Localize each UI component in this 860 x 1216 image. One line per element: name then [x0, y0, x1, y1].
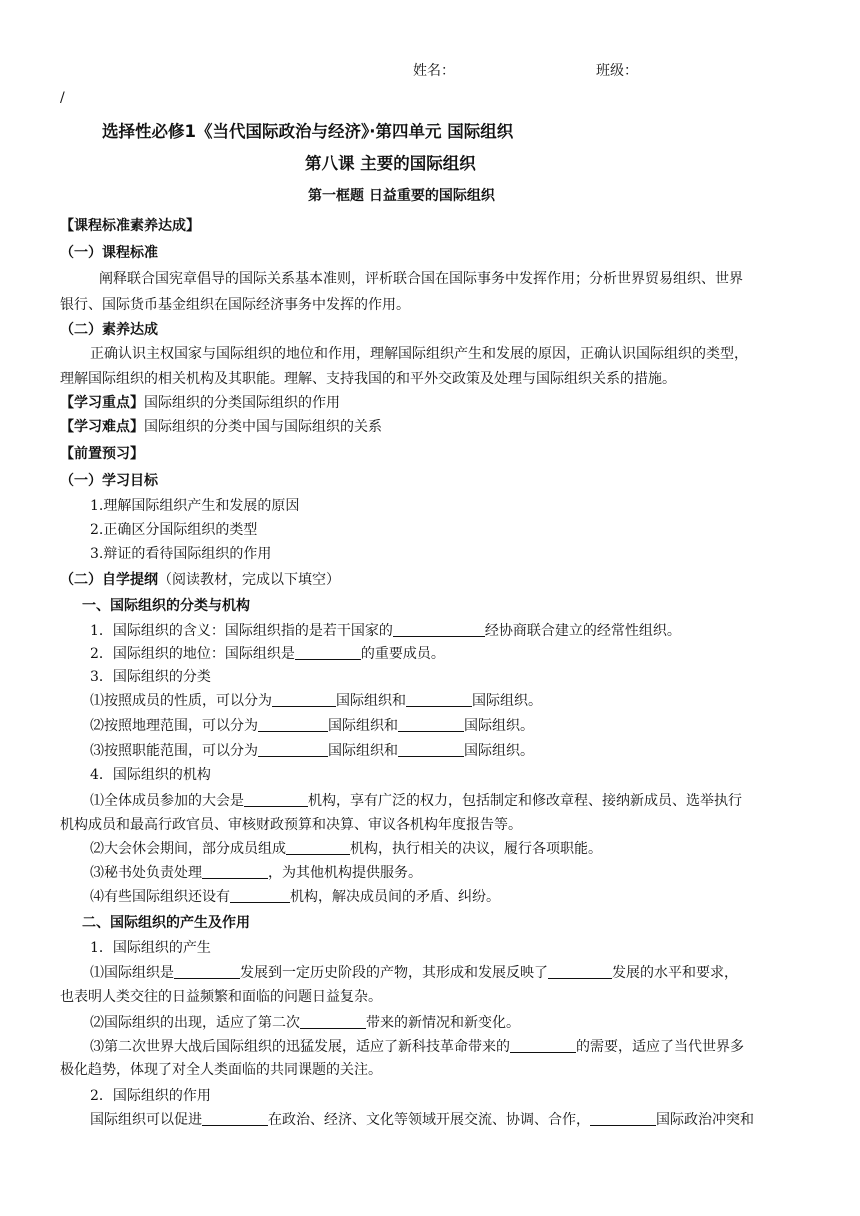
self-study-row: [60, 569, 340, 589]
part-one-heading: 一、国际组织的分类与机构: [82, 598, 250, 614]
fill-blank[interactable]: [398, 742, 464, 757]
paragraph-literacy-line2: 理解国际组织的相关机构及其职能。理解、支持我国的和平外交政策及处理与国际组织关系的措施。: [60, 371, 676, 387]
name-label: 姓名：: [413, 63, 455, 79]
text: 发展的水平和要求，: [612, 965, 738, 981]
text: ⑵国际组织的出现，适应了第二次: [90, 1015, 300, 1031]
q-origin-3-cont: 极化趋势，体现了对全人类面临的共同课题的关注。: [60, 1062, 382, 1078]
heading-literacy: （二）素养达成: [60, 322, 158, 338]
fill-blank[interactable]: [406, 692, 472, 707]
section-title: 第一框题 日益重要的国际组织: [308, 188, 495, 204]
text: 的需要，适应了当代世界多: [576, 1039, 744, 1055]
difficulty-label: 【学习难点】: [60, 419, 144, 435]
text: ⑴全体成员参加的大会是: [90, 793, 244, 809]
fill-blank[interactable]: [300, 1014, 366, 1029]
fill-blank[interactable]: [230, 888, 290, 903]
fill-blank[interactable]: [393, 622, 485, 637]
q-definition: [90, 620, 681, 640]
key-points-label: 【学习重点】: [60, 395, 144, 411]
q-assembly: [90, 790, 742, 810]
fill-blank[interactable]: [202, 864, 268, 879]
paragraph-standard-line2: 银行、国际货币基金组织在国际经济事务中发挥的作用。: [60, 297, 410, 313]
q-class-function: [90, 740, 534, 760]
goal-item-2: 2.正确区分国际组织的类型: [90, 522, 258, 538]
text: ⑶秘书处负责处理: [90, 865, 202, 881]
text: ⑴按照成员的性质，可以分为: [90, 693, 272, 709]
fill-blank[interactable]: [398, 717, 464, 732]
fill-blank[interactable]: [272, 692, 336, 707]
fill-blank[interactable]: [286, 840, 350, 855]
slash-mark: /: [60, 90, 65, 106]
text: 机构，享有广泛的权力，包括制定和修改章程、接纳新成员、选举执行: [308, 793, 742, 809]
key-points-text: 国际组织的分类国际组织的作用: [144, 395, 340, 411]
text: 国际组织和: [328, 718, 398, 734]
paragraph-standard-line1: 阐释联合国宪章倡导的国际关系基本准则，评析联合国在国际事务中发挥作用；分析世界贸易组织、世界: [99, 271, 743, 287]
text: ⑶第二次世界大战后国际组织的迅猛发展，适应了新科技革命带来的: [90, 1039, 510, 1055]
q-dispute: [90, 886, 500, 906]
text: 机构，解决成员间的矛盾、纠纷。: [290, 889, 500, 905]
q-origin: 1．国际组织的产生: [90, 940, 211, 956]
text: ⑵按照地理范围，可以分为: [90, 718, 258, 734]
fill-blank[interactable]: [244, 792, 308, 807]
text: ⑴国际组织是: [90, 965, 174, 981]
text: 1．国际组织的含义：国际组织指的是若干国家的: [90, 623, 393, 639]
heading-preview: 【前置预习】: [60, 446, 144, 462]
heading-standard: 【课程标准素养达成】: [60, 218, 200, 234]
goal-item-3: 3.辩证的看待国际组织的作用: [90, 546, 272, 562]
text: 发展到一定历史阶段的产物，其形成和发展反映了: [240, 965, 548, 981]
q-assembly-cont: 机构成员和最高行政官员、审核财政预算和决算、审议各机构年度报告等。: [60, 817, 522, 833]
q-class-members: [90, 690, 542, 710]
paragraph-literacy-line1: 正确认识主权国家与国际组织的地位和作用，理解国际组织产生和发展的原因，正确认识国际组织的类型，: [90, 346, 748, 362]
text: 国际组织可以促进: [90, 1112, 202, 1128]
fill-blank[interactable]: [258, 742, 328, 757]
q-origin-1-cont: 也表明人类交往的日益频繁和面临的问题日益复杂。: [60, 989, 382, 1005]
text: 经协商联合建立的经常性组织。: [484, 623, 681, 639]
fill-blank[interactable]: [590, 1111, 656, 1126]
lesson-title: 第八课 主要的国际组织: [305, 154, 476, 173]
fill-blank[interactable]: [202, 1111, 268, 1126]
key-points-row: [60, 392, 340, 412]
heading-goals: （一）学习目标: [60, 473, 158, 489]
q-secretariat: [90, 862, 422, 882]
text: 国际组织。: [464, 743, 534, 759]
self-study-title: （二）自学提纲: [60, 572, 158, 588]
fill-blank[interactable]: [174, 964, 240, 979]
text: ⑶按照职能范围，可以分为: [90, 743, 258, 759]
text: ，为其他机构提供服务。: [268, 865, 422, 881]
text: 2．国际组织的地位：国际组织是: [90, 646, 295, 662]
self-study-note: （阅读教材，完成以下填空）: [158, 572, 340, 588]
text: 国际组织。: [472, 693, 542, 709]
q-role: 2．国际组织的作用: [90, 1088, 211, 1104]
q-origin-1: [90, 962, 738, 982]
fill-blank[interactable]: [510, 1038, 576, 1053]
text: 国际政治冲突和: [656, 1112, 754, 1128]
q-status: [90, 643, 445, 663]
text: 国际组织。: [464, 718, 534, 734]
goal-item-1: 1.理解国际组织产生和发展的原因: [90, 498, 300, 514]
difficulty-text: 国际组织的分类中国与国际组织的关系: [144, 419, 382, 435]
fill-blank[interactable]: [258, 717, 328, 732]
main-title: 选择性必修1《当代国际政治与经济》·第四单元 国际组织: [102, 122, 514, 141]
text: ⑷有些国际组织还设有: [90, 889, 230, 905]
class-label: 班级：: [596, 63, 638, 79]
q-origin-2: [90, 1012, 520, 1032]
q-origin-3: [90, 1036, 744, 1056]
q-class-geography: [90, 715, 534, 735]
part-two-heading: 二、国际组织的产生及作用: [82, 915, 250, 931]
text: 国际组织和: [336, 693, 406, 709]
text: 在政治、经济、文化等领域开展交流、协调、合作，: [268, 1112, 590, 1128]
q-structure: 4．国际组织的机构: [90, 767, 211, 783]
text: ⑵大会休会期间，部分成员组成: [90, 841, 286, 857]
text: 带来的新情况和新变化。: [366, 1015, 520, 1031]
difficulty-row: [60, 416, 382, 436]
text: 机构，执行相关的决议，履行各项职能。: [350, 841, 602, 857]
text: 的重要成员。: [360, 646, 445, 662]
fill-blank[interactable]: [295, 645, 361, 660]
q-role-text: [90, 1109, 754, 1129]
text: 国际组织和: [328, 743, 398, 759]
q-classification: 3．国际组织的分类: [90, 669, 211, 685]
fill-blank[interactable]: [548, 964, 612, 979]
heading-course-standard: （一）课程标准: [60, 245, 158, 261]
q-recess: [90, 838, 602, 858]
